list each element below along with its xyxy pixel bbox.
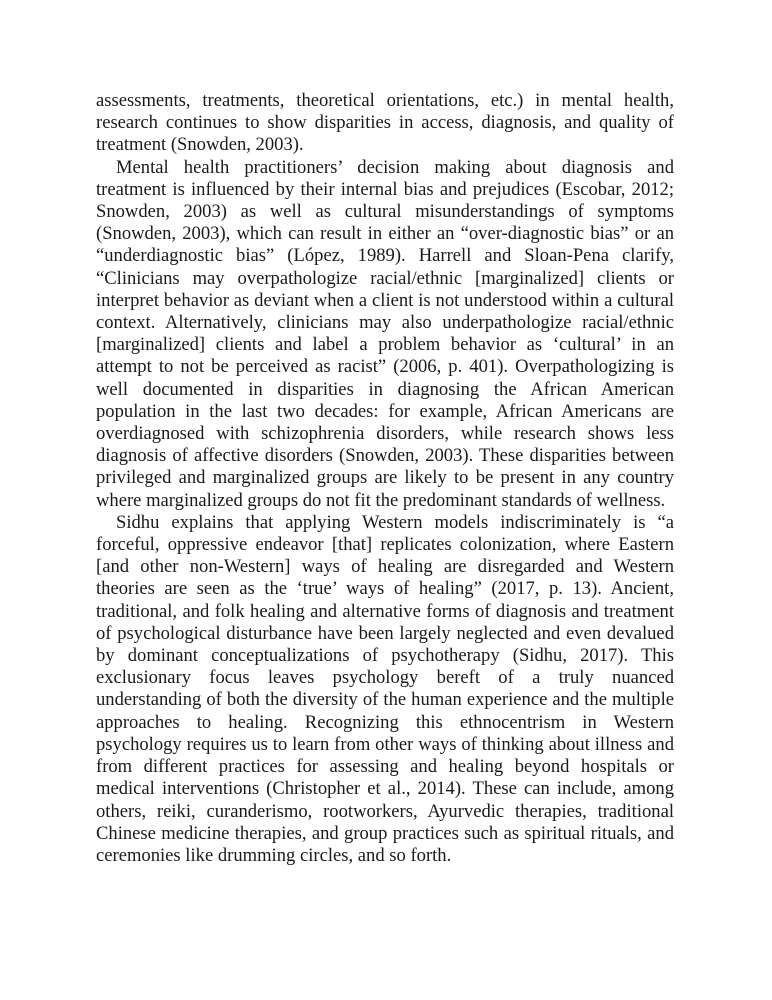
paragraph-diagnostic-bias: Mental health practitioners’ decision making about diagnosis and treatment is influenced by their internal bias and prejudices (Escobar, 2012; Snowden, 2003) as well as cultural misunderstandings of symptoms (Snowden, 2003), which can result in either an “over-diagnostic bias” or an “underdiagnostic bias” (López, 1989). Harrell and Sloan-Pena clarify, “Clinicians may overpathologize racial/ethnic [marginalized] clients or interpret behavior as deviant when a client is not understood within a cultural context. Alternatively, clinicians may also underpathologize racial/ethnic [marginalized] clients and label a problem behavior as ‘cultural’ in an attempt to not be perceived as racist” (2006, p. 401). Overpathologizing is well documented in disparities in diagnosing the African American population in the last two decades: for example, African Americans are overdiagnosed with schizophrenia disorders, while research shows less diagnosis of affective disorders (Snowden, 2003). These disparities between privileged and marginalized groups are likely to be present in any country where marginalized groups do not fit the predominant standards of wellness. [96, 156, 674, 511]
document-body [96, 90, 674, 867]
paragraph-western-models: Sidhu explains that applying Western models indiscriminately is “a forceful, oppressive endeavor [that] replicates colonization, where Eastern [and other non-Western] ways of healing are disregarded and Western theories are seen as the ‘true’ ways of healing” (2017, p. 13). Ancient, traditional, and folk healing and alternative forms of diagnosis and treatment of psychological disturbance have been largely neglected and even devalued by dominant conceptualizations of psychotherapy (Sidhu, 2017). This exclusionary focus leaves psychology bereft of a truly nuanced understanding of both the diversity of the human experience and the multiple approaches to healing. Recognizing this ethnocentrism in Western psychology requires us to learn from other ways of thinking about illness and from different practices for assessing and healing beyond hospitals or medical interventions (Christopher et al., 2014). These can include, among others, reiki, curanderismo, rootworkers, Ayurvedic therapies, traditional Chinese medicine therapies, and group practices such as spiritual rituals, and ceremonies like drumming circles, and so forth. [96, 511, 674, 866]
paragraph-continued: assessments, treatments, theoretical orientations, etc.) in mental health, research continues to show disparities in access, diagnosis, and quality of treatment (Snowden, 2003). [96, 90, 674, 156]
